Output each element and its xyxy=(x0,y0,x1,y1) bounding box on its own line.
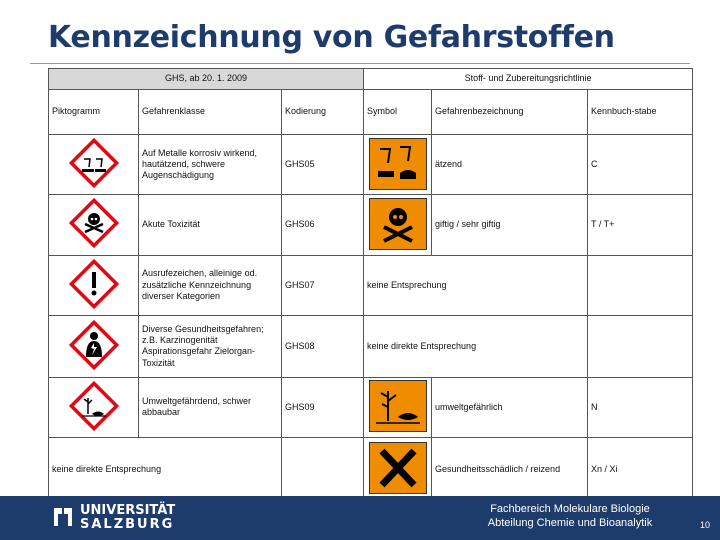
ghs-note-cell: keine direkte Entsprechung xyxy=(49,438,282,502)
footer xyxy=(0,496,720,540)
health-hazard-icon xyxy=(68,319,120,371)
table-row xyxy=(49,195,693,255)
corrosive-icon xyxy=(369,138,427,190)
kodierung-cell: GHS09 xyxy=(282,377,364,437)
note-cell: keine Entsprechung xyxy=(364,255,588,315)
section-ghs: GHS, ab 20. 1. 2009 xyxy=(49,69,364,90)
dept-line2: Abteilung Chemie und Bioanalytik xyxy=(487,517,653,529)
kodierung-cell: GHS06 xyxy=(282,195,364,255)
column-header-row xyxy=(49,90,693,135)
table-row xyxy=(49,377,693,437)
page-number: 10 xyxy=(699,520,710,530)
kennbuchstabe-cell: C xyxy=(588,135,693,195)
kodierung-cell: GHS07 xyxy=(282,255,364,315)
hazard-table xyxy=(48,68,693,502)
table-row xyxy=(49,135,693,195)
department xyxy=(440,502,700,530)
title-divider xyxy=(30,63,690,64)
bezeichnung-cell: Gesundheitsschädlich / reizend xyxy=(432,438,588,502)
dept-line1: Fachbereich Molekulare Biologie xyxy=(490,503,650,515)
table-row xyxy=(49,255,693,315)
kennbuchstabe-cell: Xn / Xi xyxy=(588,438,693,502)
st-andrews-cross-icon xyxy=(369,442,427,494)
col-symbol: Symbol xyxy=(364,90,432,135)
section-old: Stoff- und Zubereitungsrichtlinie xyxy=(364,69,693,90)
gefahrenklasse-cell: Akute Toxizität xyxy=(139,195,282,255)
bezeichnung-cell: ätzend xyxy=(432,135,588,195)
section-header-row xyxy=(49,69,693,90)
exclamation-mark-icon xyxy=(68,258,120,310)
university-line1: UNIVERSITÄT xyxy=(80,503,176,518)
skull-crossbones-icon xyxy=(68,197,120,249)
gefahrenklasse-cell: Diverse Gesundheitsgefahren; z.B. Karzinogenität Aspirationsgefahr Zielorgan-Toxizität xyxy=(139,315,282,377)
bezeichnung-cell: giftig / sehr giftig xyxy=(432,195,588,255)
table-row xyxy=(49,438,693,502)
gefahrenklasse-cell: Umweltgefährdend, schwer abbaubar xyxy=(139,377,282,437)
col-piktogramm: Piktogramm xyxy=(49,90,139,135)
kodierung-cell: GHS08 xyxy=(282,315,364,377)
kennbuchstabe-cell: T / T+ xyxy=(588,195,693,255)
bezeichnung-cell: umweltgefährlich xyxy=(432,377,588,437)
university-emblem-icon xyxy=(52,506,74,528)
note-cell: keine direkte Entsprechung xyxy=(364,315,588,377)
university-line2: SALZBURG xyxy=(80,517,175,532)
gefahrenklasse-cell: Ausrufezeichen, alleinige od. zusätzliche Kennzeichnung diverser Kategorien xyxy=(139,255,282,315)
col-kodierung: Kodierung xyxy=(282,90,364,135)
gefahrenklasse-cell: Auf Metalle korrosiv wirkend, hautätzend, schwere Augenschädigung xyxy=(139,135,282,195)
corrosion-icon xyxy=(68,137,120,189)
kodierung-cell: GHS05 xyxy=(282,135,364,195)
col-gefahrenklasse: Gefahrenklasse xyxy=(139,90,282,135)
col-kennbuchstabe: Kennbuch-stabe xyxy=(588,90,693,135)
page-title: Kennzeichnung von Gefahrstoffen xyxy=(48,20,615,55)
environment-icon xyxy=(68,380,120,432)
col-gefahrenbezeichnung: Gefahrenbezeichnung xyxy=(432,90,588,135)
kennbuchstabe-cell: N xyxy=(588,377,693,437)
dead-tree-fish-icon xyxy=(369,380,427,432)
skull-crossbones-icon xyxy=(369,198,427,250)
table-row xyxy=(49,315,693,377)
